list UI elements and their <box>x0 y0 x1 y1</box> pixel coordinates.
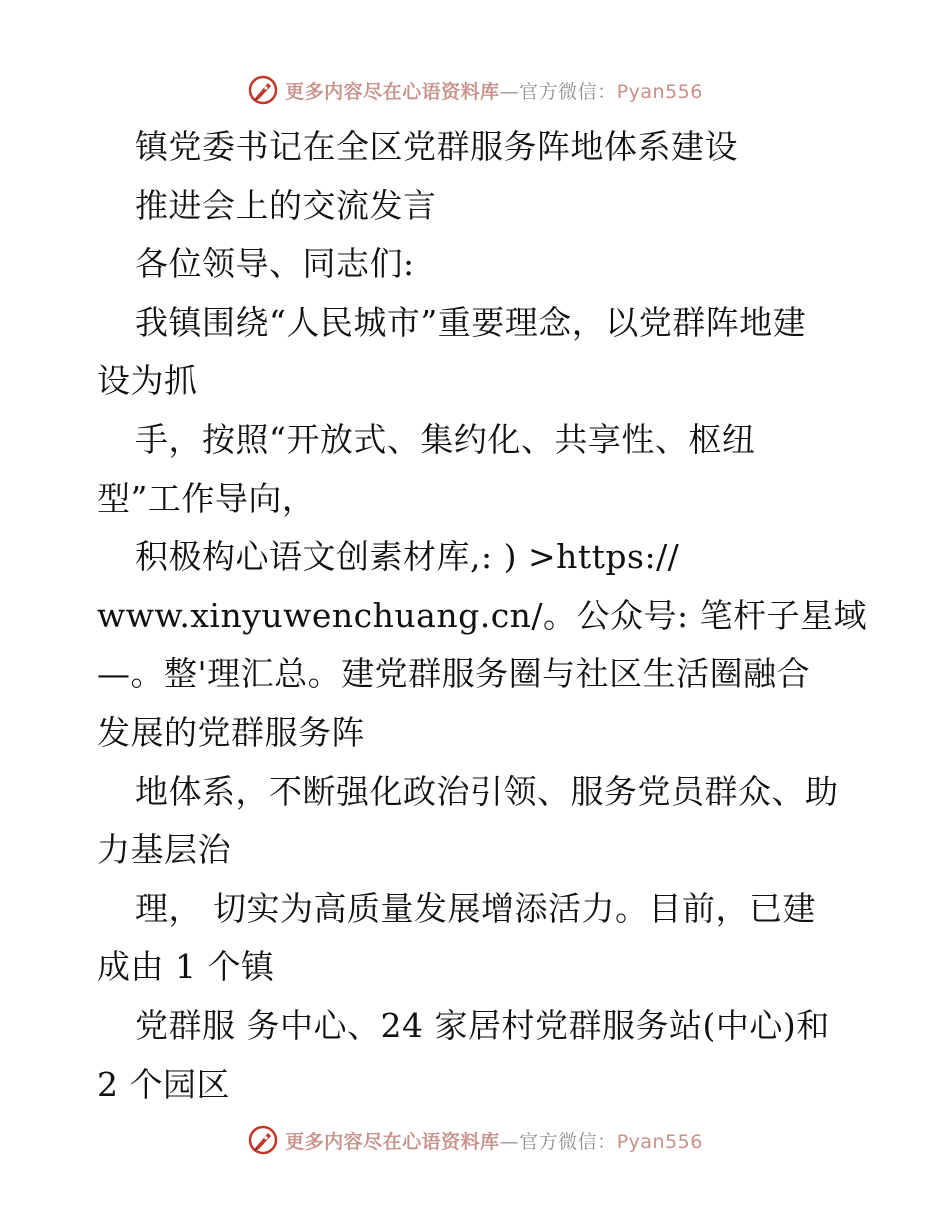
watermark-brand: 更多内容尽在心语资料库 <box>285 1130 500 1153</box>
document-body <box>97 118 867 1114</box>
doc-line: 我镇围绕“人民城市”重要理念，以党群阵地建 <box>135 302 807 342</box>
doc-line: 力基层治 <box>97 830 231 870</box>
doc-line: 设为抓 <box>97 361 198 401</box>
doc-line: www.xinyuwenchuang.cn/。公众号: 笔杆子星域 <box>97 595 868 635</box>
watermark-text <box>285 1127 703 1154</box>
doc-line: 发展的党群服务阵 <box>97 712 365 752</box>
doc-line: 2 个园区 <box>97 1064 230 1104</box>
watermark-separator: — <box>499 80 520 103</box>
doc-line: 镇党委书记在全区党群服务阵地体系建设 <box>135 127 738 166</box>
doc-line: 理， 切实为高质量发展增添活力。目前，已建 <box>135 888 816 928</box>
pen-logo-icon <box>247 74 279 106</box>
doc-line: 型”工作导向， <box>97 478 316 518</box>
doc-line: 各位领导、同志们: <box>135 244 415 284</box>
doc-line: —。整'理汇总。建党群服务圈与社区生活圈融合 <box>97 654 811 694</box>
doc-line: 党群服 务中心、24 家居村党群服务站(中心)和 <box>135 1005 830 1045</box>
watermark-separator: — <box>499 1130 520 1153</box>
watermark-official-label: 官方微信： <box>519 80 617 103</box>
watermark-wechat-id: Pyan556 <box>616 80 703 103</box>
doc-line: 手，按照“开放式、集约化、共享性、枢纽 <box>135 419 756 459</box>
doc-line: 成由 1 个镇 <box>97 947 275 987</box>
pen-logo-icon <box>247 1124 279 1156</box>
watermark-official-label: 官方微信： <box>519 1130 617 1153</box>
watermark-wechat-id: Pyan556 <box>616 1130 703 1153</box>
doc-line: 积极构心语文创素材库,: ) >https:// <box>135 537 680 577</box>
watermark-footer <box>0 1120 950 1160</box>
watermark-header <box>0 70 950 110</box>
watermark-text <box>285 77 703 104</box>
doc-line: 推进会上的交流发言 <box>135 185 437 225</box>
doc-line: 地体系，不断强化政治引领、服务党员群众、助 <box>135 771 839 811</box>
watermark-brand: 更多内容尽在心语资料库 <box>285 80 500 103</box>
